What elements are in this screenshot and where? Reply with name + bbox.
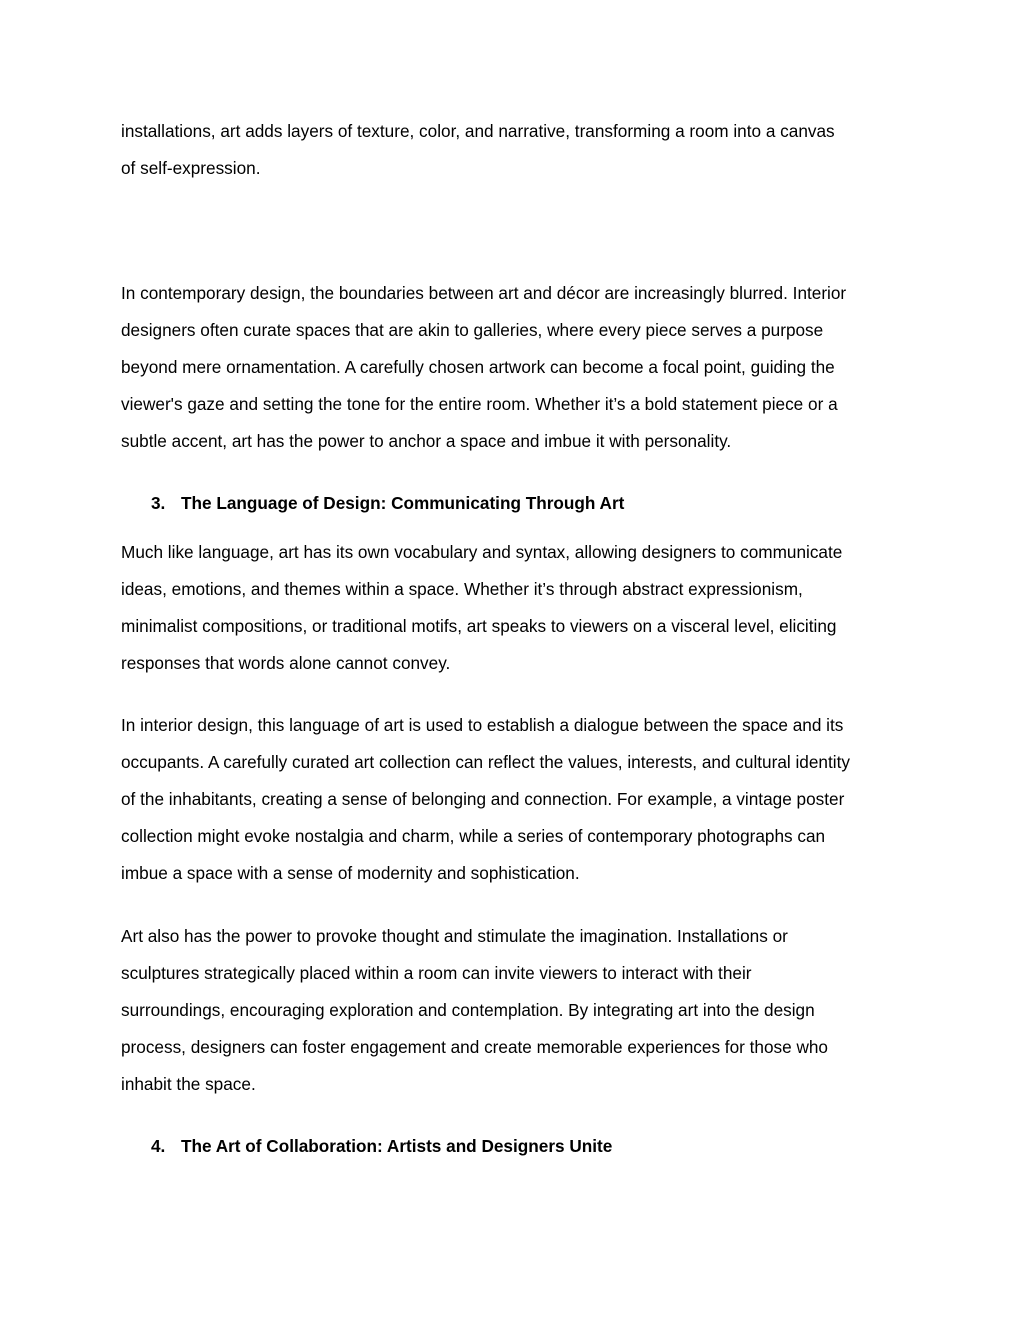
section-number: 4. bbox=[151, 1136, 166, 1156]
text-line: process, designers can foster engagement and create memorable experiences for those who bbox=[121, 1037, 828, 1057]
section-title: The Language of Design: Communicating Through Art bbox=[181, 493, 625, 513]
text-line: sculptures strategically placed within a room can invite viewers to interact with their bbox=[121, 963, 752, 983]
text-line: surroundings, encouraging exploration and contemplation. By integrating art into the design bbox=[121, 1000, 815, 1020]
text-line: Art also has the power to provoke thought and stimulate the imagination. Installations or bbox=[121, 926, 788, 946]
text-line: inhabit the space. bbox=[121, 1074, 256, 1094]
text-line: designers often curate spaces that are akin to galleries, where every piece serves a purpose bbox=[121, 320, 824, 340]
text-line: of the inhabitants, creating a sense of belonging and connection. For example, a vintage poster bbox=[121, 789, 845, 809]
text-line: ideas, emotions, and themes within a space. Whether it’s through abstract expressionism, bbox=[121, 579, 803, 599]
section-heading-3 bbox=[151, 493, 624, 513]
text-line: In interior design, this language of art is used to establish a dialogue between the space and its bbox=[121, 715, 844, 735]
section-heading-4 bbox=[151, 1136, 612, 1156]
text-line: installations, art adds layers of texture, color, and narrative, transforming a room into a canvas bbox=[121, 121, 835, 141]
text-line: of self-expression. bbox=[121, 158, 261, 178]
text-line: In contemporary design, the boundaries between art and décor are increasingly blurred. Interior bbox=[121, 283, 847, 303]
text-line: subtle accent, art has the power to anchor a space and imbue it with personality. bbox=[121, 431, 732, 451]
text-line: beyond mere ornamentation. A carefully chosen artwork can become a focal point, guiding the bbox=[121, 357, 835, 377]
text-line: minimalist compositions, or traditional motifs, art speaks to viewers on a visceral level, eliciting bbox=[121, 616, 837, 636]
section-number: 3. bbox=[151, 493, 166, 513]
text-line: Much like language, art has its own vocabulary and syntax, allowing designers to communicate bbox=[121, 542, 843, 562]
section-title: The Art of Collaboration: Artists and Designers Unite bbox=[181, 1136, 613, 1156]
text-line: imbue a space with a sense of modernity and sophistication. bbox=[121, 863, 580, 883]
text-line: collection might evoke nostalgia and charm, while a series of contemporary photographs can bbox=[121, 826, 826, 846]
text-line: occupants. A carefully curated art collection can reflect the values, interests, and cultural identity bbox=[121, 752, 850, 772]
text-line: viewer's gaze and setting the tone for the entire room. Whether it’s a bold statement piece or a bbox=[121, 394, 838, 414]
text-line: responses that words alone cannot convey. bbox=[121, 653, 451, 673]
